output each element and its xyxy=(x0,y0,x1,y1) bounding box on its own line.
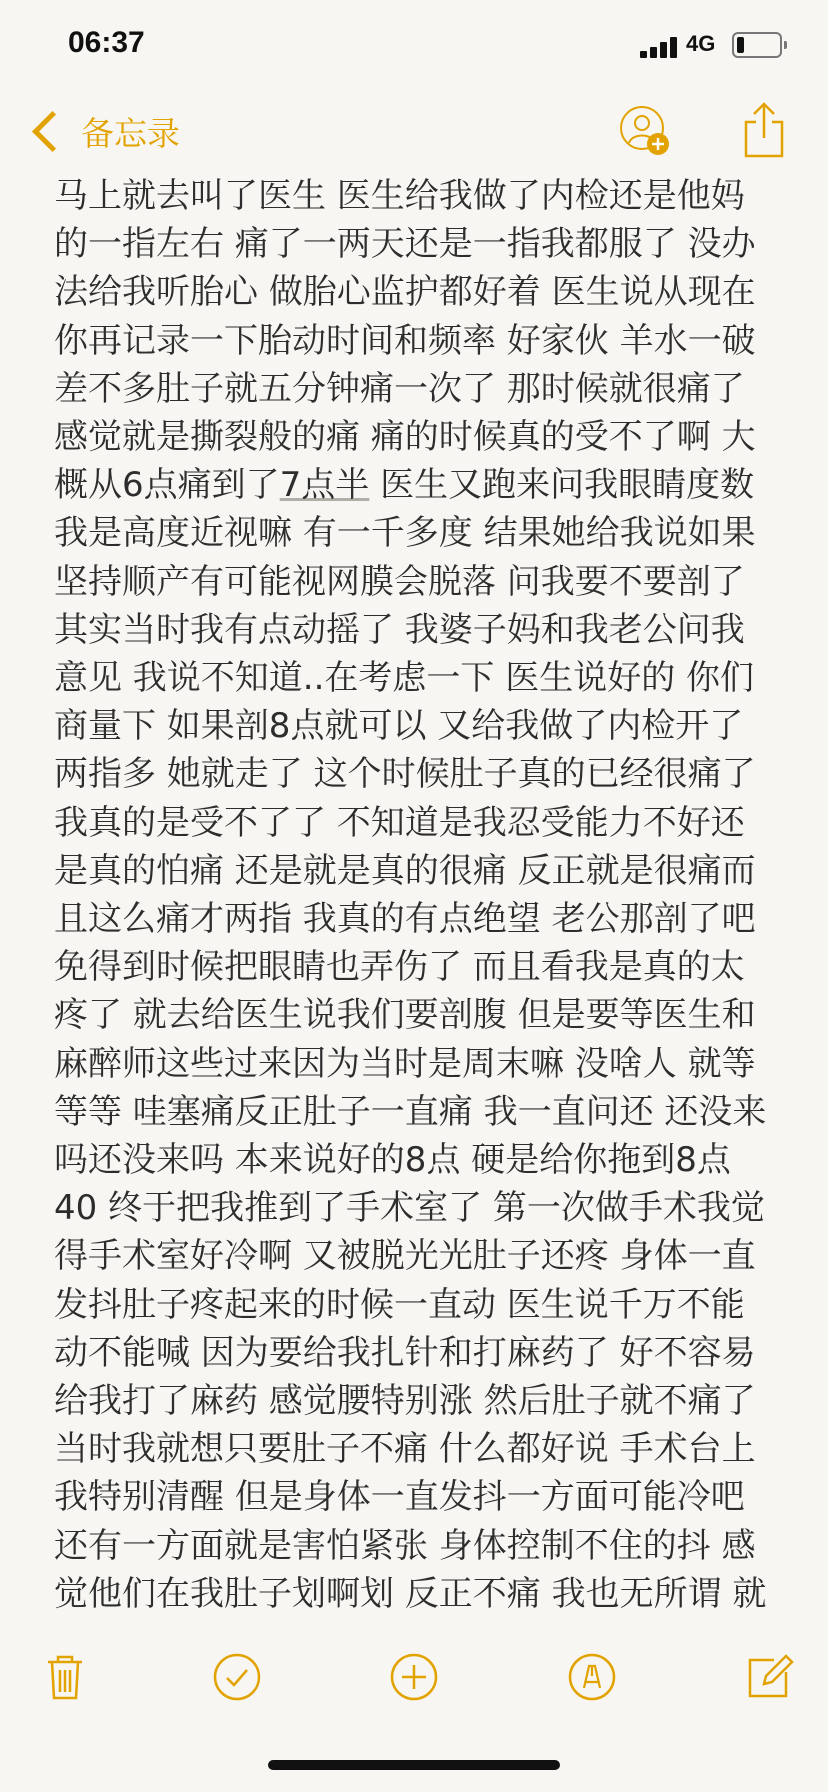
note-line: 发抖肚子疼起来的时候一直动 医生说千万不能 xyxy=(54,1284,745,1325)
network-type: 4G xyxy=(686,31,716,56)
detected-time-link[interactable]: 7点半 xyxy=(279,465,370,506)
back-label: 备忘录 xyxy=(81,113,180,153)
bottom-toolbar xyxy=(0,1630,828,1730)
note-line: 其实当时我有点动摇了 我婆子妈和我老公问我 xyxy=(54,609,745,650)
note-line xyxy=(54,461,784,509)
note-line: 等等 哇塞痛反正肚子一直痛 我一直问还 还没来 xyxy=(54,1091,767,1132)
note-line: 我真的是受不了了 不知道是我忍受能力不好还 xyxy=(54,802,745,843)
note-line: 还有一方面就是害怕紧张 身体控制不住的抖 感 xyxy=(54,1525,756,1566)
status-time: 06:37 xyxy=(68,26,145,59)
note-line: 且这么痛才两指 我真的有点绝望 老公那剖了吧 xyxy=(54,899,756,940)
checklist-icon[interactable] xyxy=(212,1652,262,1702)
note-text: 概从6点痛到了 xyxy=(54,465,280,506)
note-line: 当时我就想只要肚子不痛 什么都好说 手术台上 xyxy=(54,1429,756,1470)
note-line: 马上就去叫了医生 医生给我做了内检还是他妈 xyxy=(54,176,745,216)
note-line: 得手术室好冷啊 又被脱光光肚子还疼 身体一直 xyxy=(54,1236,756,1277)
note-line: 40 终于把我推到了手术室了 第一次做手术我觉 xyxy=(54,1188,765,1229)
note-line: 动不能喊 因为要给我扎针和打麻药了 好不容易 xyxy=(54,1332,756,1373)
note-line: 觉他们在我肚子划啊划 反正不痛 我也无所谓 就 xyxy=(54,1573,767,1614)
note-line: 差不多肚子就五分钟痛一次了 那时候就很痛了 xyxy=(54,368,745,409)
note-line: 我特别清醒 但是身体一直发抖一方面可能冷吧 xyxy=(54,1477,745,1518)
note-line: 感觉就是撕裂般的痛 痛的时候真的受不了啊 大 xyxy=(54,417,756,458)
note-line: 我是高度近视嘛 有一千多度 结果她给我说如果 xyxy=(54,513,756,554)
note-line: 麻醉师这些过来因为当时是周末嘛 没啥人 就等 xyxy=(54,1043,756,1084)
chevron-left-icon xyxy=(32,110,73,151)
note-line: 你再记录一下胎动时间和频率 好家伙 羊水一破 xyxy=(54,320,756,361)
add-attachment-icon[interactable] xyxy=(389,1652,439,1702)
status-bar xyxy=(0,0,828,92)
battery-icon xyxy=(732,32,782,58)
share-icon[interactable] xyxy=(740,100,788,160)
note-line: 坚持顺产有可能视网膜会脱落 问我要不要剖了 xyxy=(54,561,745,602)
note-line: 的一指左右 痛了一两天还是一指我都服了 没办 xyxy=(54,224,756,265)
note-text: 医生又跑来问我眼睛度数 xyxy=(369,465,755,506)
note-line: 意见 我说不知道..在考虑一下 医生说好的 你们 xyxy=(54,658,755,699)
note-line: 给我打了麻药 感觉腰特别涨 然后肚子就不痛了 xyxy=(54,1381,756,1422)
note-line: 法给我听胎心 做胎心监护都好着 医生说从现在 xyxy=(54,272,756,313)
compose-icon[interactable] xyxy=(744,1652,794,1702)
signal-icon xyxy=(640,36,680,58)
note-body[interactable] xyxy=(54,172,784,1618)
note-line: 两指多 她就走了 这个时候肚子真的已经很痛了 xyxy=(54,754,756,795)
add-person-icon[interactable] xyxy=(620,106,670,156)
note-line: 免得到时候把眼睛也弄伤了 而且看我是真的太 xyxy=(54,947,745,988)
nav-bar xyxy=(0,92,828,172)
back-button[interactable] xyxy=(28,106,180,156)
trash-icon[interactable] xyxy=(40,1652,90,1702)
note-line: 商量下 如果剖8点就可以 又给我做了内检开了 xyxy=(54,706,744,747)
home-indicator[interactable] xyxy=(268,1760,560,1770)
markup-pen-icon[interactable] xyxy=(567,1652,617,1702)
note-line: 吗还没来吗 本来说好的8点 硬是给你拖到8点 xyxy=(54,1140,731,1181)
note-line: 疼了 就去给医生说我们要剖腹 但是要等医生和 xyxy=(54,995,756,1036)
note-line: 是真的怕痛 还是就是真的很痛 反正就是很痛而 xyxy=(54,850,756,891)
